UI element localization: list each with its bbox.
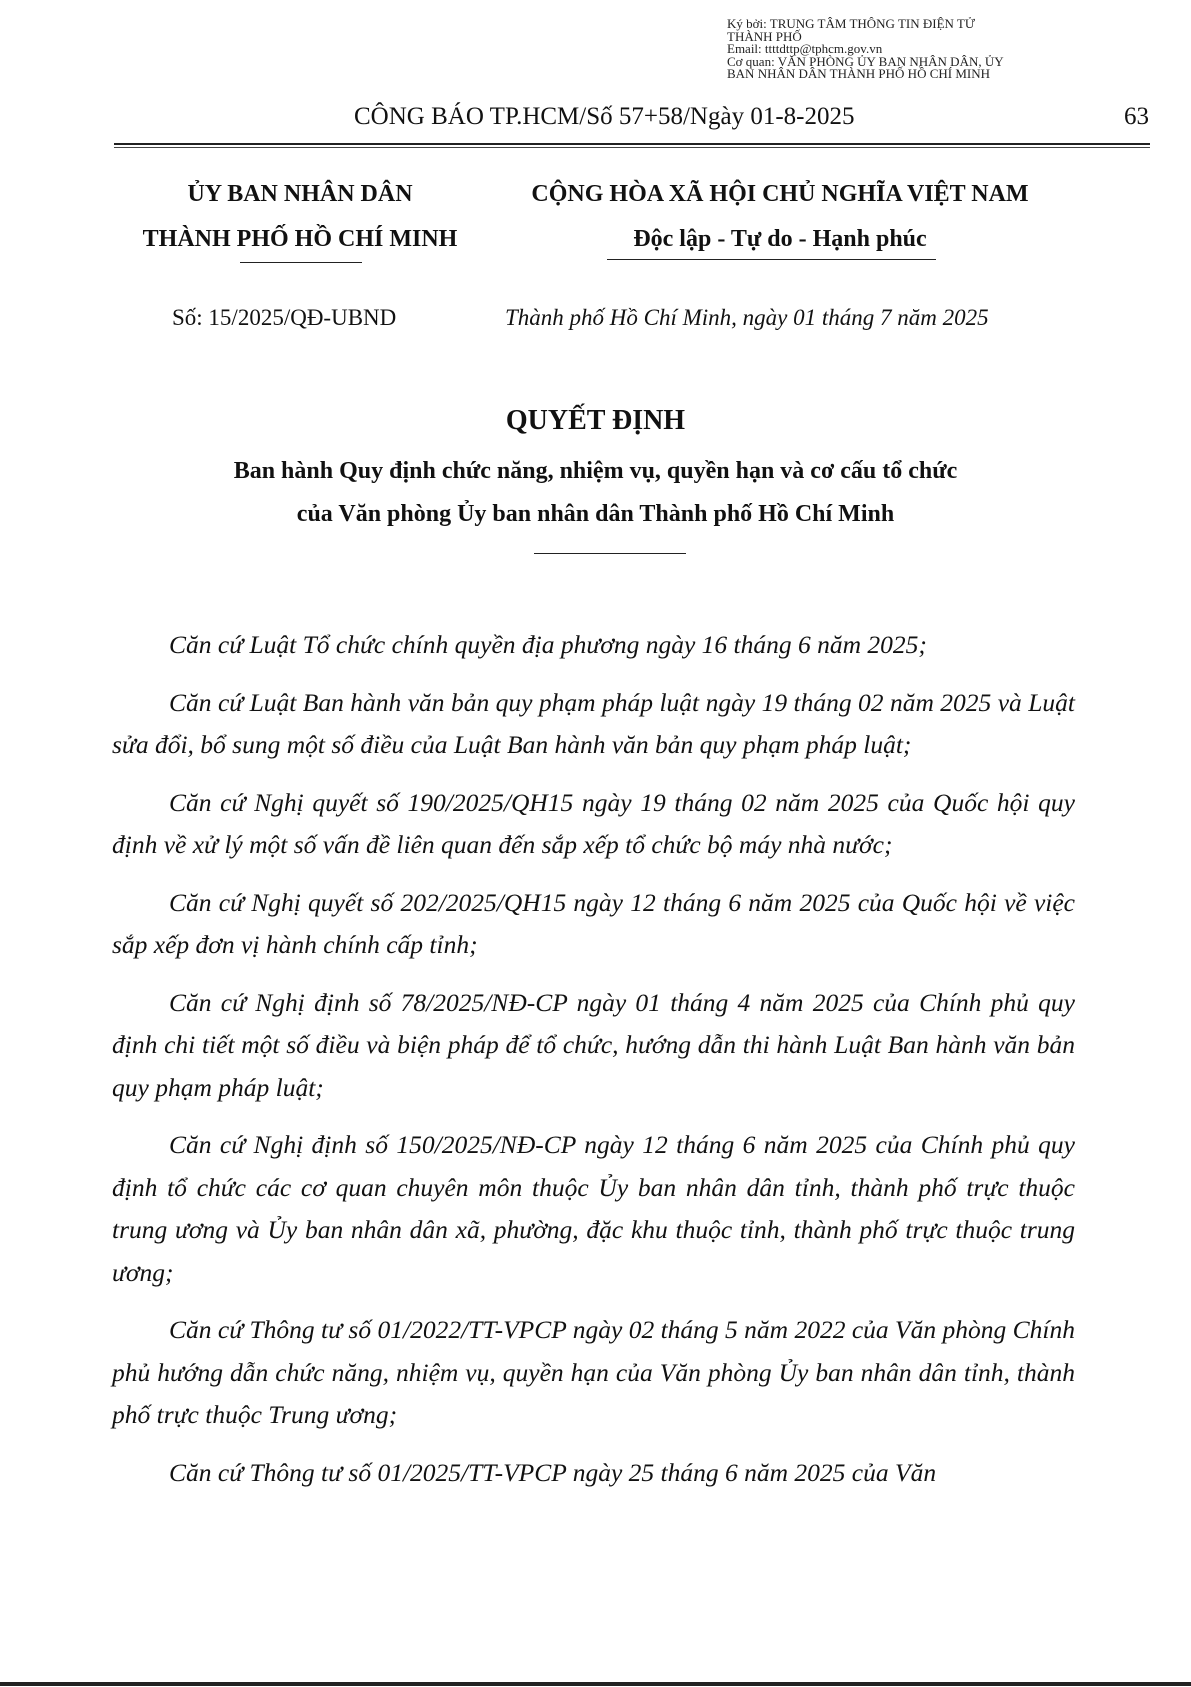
- page-bottom-border: [0, 1682, 1191, 1686]
- legal-basis: [112, 624, 1075, 1509]
- subtitle-line-2: của Văn phòng Ủy ban nhân dân Thành phố Hồ Chí Minh: [296, 501, 895, 527]
- title-underline: [534, 553, 686, 554]
- basis-paragraph: Căn cứ Thông tư số 01/2025/TT-VPCP ngày 25 tháng 6 năm 2025 của Văn: [169, 1457, 937, 1487]
- gazette-header: [0, 103, 1191, 139]
- nation-line-1: CỘNG HÒA XÃ HỘI CHỦ NGHĨA VIỆT NAM: [531, 181, 1029, 207]
- document-subtitle: [0, 450, 1191, 536]
- motto-underline: [607, 259, 936, 260]
- issuer-line-1: ỦY BAN NHÂN DÂN: [187, 181, 413, 207]
- gazette-title: CÔNG BÁO TP.HCM/Số 57+58/Ngày 01-8-2025: [354, 103, 855, 130]
- signature-signed-by-cont: THÀNH PHỐ: [727, 28, 802, 44]
- basis-paragraph: Căn cứ Nghị định số 78/2025/NĐ-CP ngày 01 tháng 4 năm 2025 của Chính phủ quy định chi tiết một số điều và biện pháp để tổ chức, hướng dẫn thi hành Luật Ban hành văn bản quy phạm pháp luật;: [112, 987, 1075, 1102]
- signature-agency-cont: BAN NHÂN DÂN THÀNH PHỐ HỒ CHÍ MINH: [727, 66, 991, 81]
- signature-signed-by: Ký bởi: TRUNG TÂM THÔNG TIN ĐIỆN TỬ: [727, 16, 975, 31]
- basis-paragraph: Căn cứ Luật Ban hành văn bản quy phạm pháp luật ngày 19 tháng 02 năm 2025 và Luật sửa đổi, bổ sung một số điều của Luật Ban hành văn bản quy phạm pháp luật;: [112, 687, 1075, 759]
- signature-agency: Cơ quan: VĂN PHÒNG ỦY BAN NHÂN DÂN, ỦY: [727, 53, 1004, 69]
- gazette-divider-thin: [114, 147, 1150, 148]
- issuer-line-2: THÀNH PHỐ HỒ CHÍ MINH: [142, 226, 458, 252]
- basis-paragraph: Căn cứ Nghị quyết số 202/2025/QH15 ngày 12 tháng 6 năm 2025 của Quốc hội về việc sắp xếp đơn vị hành chính cấp tỉnh;: [112, 887, 1075, 959]
- document-title: QUYẾT ĐỊNH: [505, 405, 686, 436]
- basis-paragraph: Căn cứ Nghị quyết số 190/2025/QH15 ngày 19 tháng 02 năm 2025 của Quốc hội quy định về xử lý một số vấn đề liên quan đến sắp xếp tổ chức bộ máy nhà nước;: [112, 787, 1075, 859]
- nation-line-2: Độc lập - Tự do - Hạnh phúc: [633, 226, 927, 252]
- subtitle-line-1: Ban hành Quy định chức năng, nhiệm vụ, quyền hạn và cơ cấu tổ chức: [233, 458, 958, 484]
- page-number: 63: [1124, 103, 1149, 130]
- basis-paragraph: Căn cứ Thông tư số 01/2022/TT-VPCP ngày 02 tháng 5 năm 2022 của Văn phòng Chính phủ hướng dẫn chức năng, nhiệm vụ, quyền hạn của Văn phòng Ủy ban nhân dân tỉnh, thành phố trực thuộc Trung ương;: [112, 1315, 1075, 1429]
- place-and-date: Thành phố Hồ Chí Minh, ngày 01 tháng 7 năm 2025: [505, 305, 989, 330]
- gazette-divider: [114, 143, 1150, 145]
- issuer-header: [120, 172, 480, 262]
- signature-email: Email: ttttdttp@tphcm.gov.vn: [727, 41, 883, 56]
- digital-signature-block: [727, 18, 1107, 81]
- issuer-underline: [240, 262, 362, 263]
- national-header: [490, 172, 1070, 262]
- basis-paragraph: Căn cứ Nghị định số 150/2025/NĐ-CP ngày 12 tháng 6 năm 2025 của Chính phủ quy định tổ chức các cơ quan chuyên môn thuộc Ủy ban nhân dân tỉnh, thành phố trực thuộc trung ương và Ủy ban nhân dân xã, phường, đặc khu thuộc tỉnh, thành phố trực thuộc trung ương;: [112, 1130, 1075, 1287]
- document-number: Số: 15/2025/QĐ-UBND: [172, 305, 397, 330]
- basis-paragraph: Căn cứ Luật Tổ chức chính quyền địa phương ngày 16 tháng 6 năm 2025;: [169, 630, 927, 659]
